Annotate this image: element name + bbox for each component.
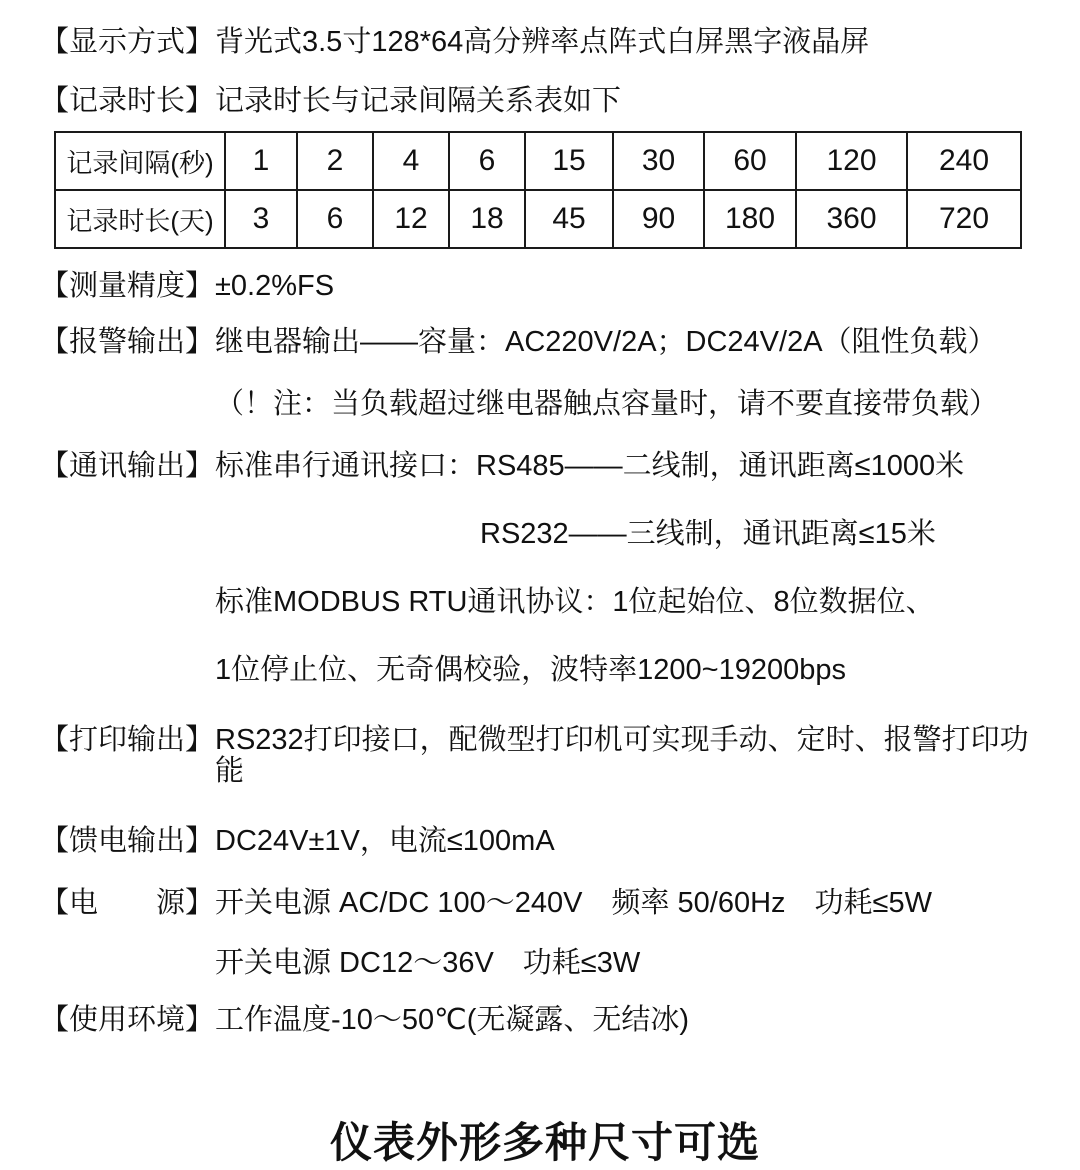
table-cell: 6 [449, 132, 525, 190]
spec-row-accuracy [40, 271, 1050, 302]
table-cell: 18 [449, 190, 525, 248]
spec-line-ac-power: 开关电源 AC/DC 100～240V 频率 50/60Hz 功耗≤5W [215, 887, 932, 919]
spec-row-alarm-output [40, 327, 1050, 420]
table-row-header: 记录时长(天) [55, 190, 225, 248]
table-cell: 1 [225, 132, 297, 190]
table-cell: 60 [704, 132, 796, 190]
spec-row-record-duration [40, 86, 1050, 117]
footer-title: 仪表外形多种尺寸可选 [329, 1119, 760, 1166]
table-cell: 45 [525, 190, 613, 248]
spec-label: 【馈电输出】 [40, 825, 215, 857]
table-cell: 180 [704, 190, 796, 248]
spec-line-modbus-cont: 1位停止位、无奇偶校验，波特率1200~19200bps [215, 654, 846, 686]
spec-label: 【显示方式】 [40, 26, 215, 58]
table-cell: 90 [613, 190, 704, 248]
spec-line: DC24V±1V，电流≤100mA [215, 825, 555, 857]
table-cell: 360 [796, 190, 907, 248]
spec-label: 【报警输出】 [40, 326, 215, 358]
spec-line-rs232: RS232——三线制，通讯距离≤15米 [480, 518, 936, 550]
spec-line: 工作温度-10～50℃(无凝露、无结冰) [215, 1004, 690, 1036]
spec-label: 【测量精度】 [40, 270, 215, 302]
table-cell: 120 [796, 132, 907, 190]
spec-row-environment [40, 1005, 1050, 1036]
table-cell: 720 [907, 190, 1021, 248]
table-cell: 15 [525, 132, 613, 190]
spec-line: 继电器输出——容量：AC220V/2A；DC24V/2A（阻性负载） [215, 326, 997, 358]
spec-label: 【记录时长】 [40, 85, 215, 117]
table-cell: 240 [907, 132, 1021, 190]
table-row-interval [55, 132, 1021, 190]
spec-line: 标准串行通讯接口：RS485——二线制，通讯距离≤1000米 [215, 450, 965, 482]
spec-label: 【使用环境】 [40, 1004, 215, 1036]
spec-row-power [40, 888, 1050, 979]
spec-row-print-output [40, 725, 1050, 787]
spec-label: 【打印输出】 [40, 724, 215, 756]
spec-line-note: （！注：当负载超过继电器触点容量时，请不要直接带负载） [215, 388, 999, 420]
spec-line: 记录时长与记录间隔关系表如下 [215, 85, 622, 117]
table-cell: 6 [297, 190, 373, 248]
table-cell: 12 [373, 190, 449, 248]
spec-row-comm-output [40, 451, 1050, 686]
table-row-duration [55, 190, 1021, 248]
spec-label: 【电 源】 [40, 887, 215, 919]
spec-line: ±0.2%FS [215, 270, 335, 302]
spec-label: 【通讯输出】 [40, 450, 215, 482]
table-cell: 30 [613, 132, 704, 190]
table-row-header: 记录间隔(秒) [55, 132, 225, 190]
table-cell: 3 [225, 190, 297, 248]
spec-line: 背光式3.5寸128*64高分辨率点阵式白屏黑字液晶屏 [215, 26, 870, 58]
spec-line: RS232打印接口，配微型打印机可实现手动、定时、报警打印功能 [215, 724, 1029, 787]
record-interval-table [54, 131, 1022, 249]
table-cell: 4 [373, 132, 449, 190]
spec-line-dc-power: 开关电源 DC12～36V 功耗≤3W [215, 947, 641, 979]
spec-line-modbus: 标准MODBUS RTU通讯协议：1位起始位、8位数据位、 [215, 586, 935, 618]
spec-row-display-mode [40, 27, 1050, 58]
spec-row-feed-output [40, 826, 1050, 857]
table-cell: 2 [297, 132, 373, 190]
